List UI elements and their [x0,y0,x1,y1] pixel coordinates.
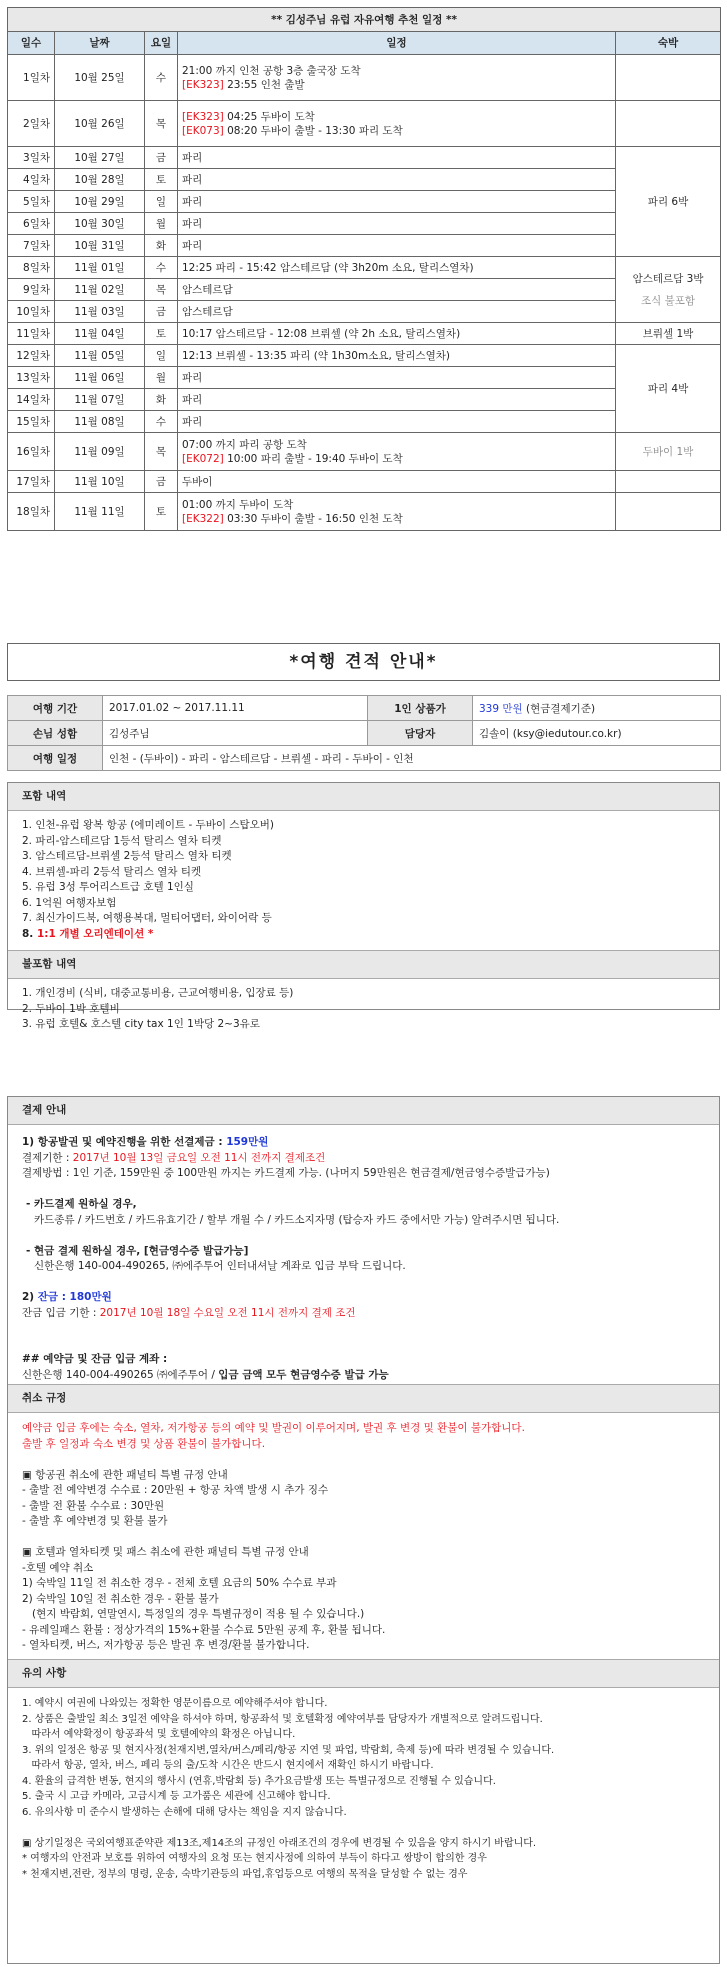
air-penalty-item: - 출발 후 예약변경 및 환불 불가 [22,1515,168,1527]
day-cell: 2일차 [8,101,55,147]
hotel-penalty-item: (현지 박람회, 연말연시, 특정일의 경우 특별규정이 적용 될 수 있습니다.) [22,1608,365,1620]
weekday-cell: 월 [145,367,178,389]
date-cell: 11월 11일 [55,493,145,531]
flight-code: [EK073] [182,124,224,137]
period-value: 2017.01.02 ~ 2017.11.11 [103,696,368,721]
excluded-list [8,979,719,1039]
flight-code: [EK323] [182,78,224,91]
itinerary-row [8,169,721,191]
included-item-orientation-text: 1:1 개별 오리엔테이션 * [36,927,154,940]
cancel-warning-1: 예약금 입금 후에는 숙소, 열차, 저가항공 등의 예약 및 발권이 이루어지며, 발권 후 변경 및 환불이 불가합니다. [22,1422,525,1434]
stay-cell [616,345,721,433]
weekday-cell: 일 [145,191,178,213]
included-item: 1. 인천-유럽 왕복 항공 (에미레이트 - 두바이 스탑오버) [22,819,275,831]
note-item: 6. 유의사항 미 준수시 발생하는 손해에 대해 당사는 책임을 지지 않습니다. [22,1806,347,1818]
itinerary-row [8,301,721,323]
quote-title: *여행 견적 안내* [7,643,720,681]
price-label: 1인 상품가 [368,696,473,721]
weekday-cell: 토 [145,493,178,531]
schedule-text: 12:13 브뤼셀 - 13:35 파리 (약 1h30m소요, 탈리스열차) [182,349,450,362]
schedule-line [182,327,611,341]
note-footer: * 여행자의 안전과 보호를 위하여 여행자의 요청 또는 현지사정에 의하여 부득이 하다고 쌍방이 합의한 경우 [22,1853,487,1864]
itinerary-row [8,433,721,471]
col-header-schedule: 일정 [178,32,616,55]
included-item: 7. 최신가이드북, 여행용복대, 멀티어댑터, 와이어락 등 [22,912,272,924]
schedule-line [182,349,611,363]
schedule-text: 파리 [182,415,203,428]
schedule-text: 파리 [182,195,203,208]
day-cell: 15일차 [8,411,55,433]
schedule-line [182,371,611,385]
schedule-text: 08:20 두바이 출발 - 13:30 파리 도착 [223,124,403,137]
itinerary-row [8,279,721,301]
schedule-line [182,261,611,275]
schedule-cell [178,191,616,213]
itinerary-row [8,101,721,147]
itinerary-row [8,411,721,433]
stay-cell [616,323,721,345]
date-cell: 11월 03일 [55,301,145,323]
day-cell: 14일차 [8,389,55,411]
date-cell: 10월 25일 [55,55,145,101]
schedule-cell [178,257,616,279]
note-item: 5. 출국 시 고급 카메라, 고급시계 등 고가품은 세관에 신고해야 합니다. [22,1791,331,1802]
schedule-cell [178,493,616,531]
schedule-line [182,283,611,297]
schedule-cell [178,55,616,101]
date-cell: 10월 30일 [55,213,145,235]
notes-title: 유의 사항 [8,1659,719,1688]
schedule-cell [178,433,616,471]
stay-cell [616,147,721,257]
notes-body [8,1688,719,1888]
included-item: 2. 파리-암스테르담 1등석 탈리스 열차 티켓 [22,834,222,847]
weekday-cell: 수 [145,411,178,433]
hotel-penalty-item: - 열차티켓, 버스, 저가항공 등은 발권 후 변경/환불 불가합니다. [22,1639,310,1651]
stay-cell [616,55,721,101]
itinerary-row [8,147,721,169]
excluded-item: 3. 유럽 호텔& 호스텔 city tax 1인 1박당 2~3유로 [22,1018,260,1030]
day-cell: 18일차 [8,493,55,531]
schedule-cell [178,101,616,147]
itinerary-table [7,7,721,531]
day-cell: 16일차 [8,433,55,471]
air-penalty-item: - 출발 전 환불 수수료 : 30만원 [22,1499,165,1512]
schedule-line [182,217,611,231]
payment-title: 결제 안내 [8,1097,719,1125]
note-item: 2. 상품은 출발일 최소 3일전 예약을 하셔야 하며, 항공좌석 및 호텔확정 예약여부를 담당자가 개별적으로 알려드립니다. [22,1713,543,1725]
excluded-title: 불포함 내역 [8,950,719,979]
weekday-cell: 목 [145,279,178,301]
weekday-cell: 금 [145,301,178,323]
cancel-title: 취소 규정 [8,1384,719,1413]
weekday-cell: 수 [145,55,178,101]
day-cell: 1일차 [8,55,55,101]
col-header-weekday: 요일 [145,32,178,55]
air-penalty-item: - 출발 전 예약변경 수수료 : 20만원 + 항공 차액 발생 시 추가 징수 [22,1484,329,1496]
schedule-text: 23:55 인천 출발 [223,78,305,91]
agent-value[interactable]: 김솔이 (ksy@iedutour.co.kr) [473,721,721,746]
included-item: 6. 1억원 여행자보험 [22,896,117,909]
route-value: 인천 - (두바이) - 파리 - 암스테르담 - 브뤼셀 - 파리 - 두바이 - 인천 [103,746,721,771]
schedule-text: 파리 [182,239,203,252]
date-cell: 11월 09일 [55,433,145,471]
schedule-text: 암스테르담 [182,283,233,296]
included-item: 4. 브뤼셀-파리 2등석 탈리스 열차 티켓 [22,865,202,878]
stay-cell [616,101,721,147]
schedule-cell [178,279,616,301]
schedule-cell [178,471,616,493]
day-cell: 10일차 [8,301,55,323]
schedule-text: 12:25 파리 - 15:42 암스테르담 (약 3h20m 소요, 탈리스열차) [182,261,474,274]
date-cell: 11월 04일 [55,323,145,345]
card-payment-body: 카드종류 / 카드번호 / 카드유효기간 / 할부 개월 수 / 카드소지자명 (탑승자 카드 중에서만 가능) 알려주시면 됩니다. [34,1213,560,1226]
itinerary-row [8,367,721,389]
schedule-text: 파리 [182,217,203,230]
note-item: 따라서 항공, 열차, 버스, 페리 등의 출/도착 시간은 반드시 현지에서 재확인 하시기 바랍니다. [22,1760,434,1771]
included-item-number: 8. [22,927,37,940]
date-cell: 11월 10일 [55,471,145,493]
stay-cell [616,257,721,323]
weekday-cell: 수 [145,257,178,279]
included-excluded-box [7,782,720,1030]
name-value: 김성주님 [103,721,368,746]
col-header-stay: 숙박 [616,32,721,55]
quote-info-table [7,695,721,771]
schedule-cell [178,169,616,191]
schedule-line [182,110,611,124]
day-cell: 8일차 [8,257,55,279]
period-label: 여행 기간 [8,696,103,721]
itinerary-row [8,471,721,493]
deposit-deadline-text: 2017년 10월 13일 금요일 오전 11시 전까지 결제조건 [72,1151,326,1164]
schedule-line [182,438,611,452]
excluded-item: 2. 두바이 1박 호텔비 [22,1002,120,1015]
schedule-cell [178,147,616,169]
itinerary-row [8,323,721,345]
balance-deadline-text: 2017년 10월 18일 수요일 오전 11시 전까지 결제 조건 [99,1306,356,1319]
stay-label: 파리 4박 [647,382,689,395]
deposit-label: 1) 항공발권 및 예약진행을 위한 선결제금 : [22,1136,227,1148]
hotel-penalty-title: ▣ 호텔과 열차티켓 및 패스 취소에 관한 패널티 특별 규정 안내 [22,1546,309,1558]
deposit-deadline [22,1151,705,1167]
day-cell: 11일차 [8,323,55,345]
name-label: 손님 성함 [8,721,103,746]
breakfast-note: 조식 불포함 [641,294,696,307]
weekday-cell: 일 [145,345,178,367]
deposit-deadline-label: 결제기한 : [22,1151,73,1164]
stay-cell [616,471,721,493]
weekday-cell: 토 [145,323,178,345]
schedule-line [182,173,611,187]
balance-amount: 잔금 : 180만원 [37,1291,112,1303]
schedule-line [182,498,611,512]
note-item: 3. 위의 일정은 항공 및 현지사정(천재지변,열차/버스/페리/항공 지연 및 파업, 박람회, 축제 등)에 따라 변경될 수 있습니다. [22,1744,555,1756]
excluded-item: 1. 개인경비 (식비, 대중교통비용, 근교여행비용, 입장료 등) [22,987,294,999]
date-cell: 10월 31일 [55,235,145,257]
weekday-cell: 토 [145,169,178,191]
note-item: 1. 예약시 여권에 나와있는 정확한 영문이름으로 예약해주셔야 합니다. [22,1698,328,1709]
balance-deadline-label: 잔금 입금 기한 : [22,1306,100,1319]
weekday-cell: 목 [145,101,178,147]
date-cell: 11월 06일 [55,367,145,389]
account-body: 신한은행 140-004-490265 ㈜에주투어 / [22,1368,219,1381]
col-header-date: 날짜 [55,32,145,55]
schedule-line [182,151,611,165]
day-cell: 9일차 [8,279,55,301]
schedule-cell [178,389,616,411]
note-footer: * 천재지변,전란, 정부의 명령, 운송, 숙박기관등의 파업,휴업등으로 여행의 목적을 달성할 수 없는 경우 [22,1868,468,1880]
schedule-line [182,452,611,466]
schedule-line [182,393,611,407]
stay-label: 파리 6박 [647,195,689,208]
payment-cancel-notes-box [7,1096,720,1964]
weekday-cell: 금 [145,471,178,493]
weekday-cell: 목 [145,433,178,471]
schedule-cell [178,235,616,257]
note-footer: ▣ 상기일정은 국외여행표준약관 제13조,제14조의 규정인 아래조건의 경우에 변경될 수 있음을 양지 하시기 바랍니다. [22,1837,537,1849]
day-cell: 17일차 [8,471,55,493]
day-cell: 7일차 [8,235,55,257]
itinerary-section [7,7,720,531]
hotel-penalty-item: - 유레일패스 환불 : 정상가격의 15%+환불 수수료 5만원 공제 후, 환불 됩니다. [22,1623,386,1636]
itinerary-row [8,345,721,367]
balance-label: 2) [22,1291,38,1303]
schedule-text: 10:17 암스테르담 - 12:08 브뤼셀 (약 2h 소요, 탈리스열차) [182,327,461,340]
schedule-line [182,415,611,429]
flight-code: [EK072] [182,452,224,465]
included-list [8,811,719,950]
hotel-penalty-item: 2) 숙박일 10일 전 취소한 경우 - 환불 불가 [22,1592,219,1605]
schedule-cell [178,411,616,433]
schedule-cell [178,301,616,323]
schedule-line [182,305,611,319]
flight-code: [EK322] [182,512,224,525]
schedule-text: 21:00 까지 인천 공항 3층 출국장 도착 [182,64,361,77]
date-cell: 10월 27일 [55,147,145,169]
schedule-cell [178,345,616,367]
account-line [22,1368,705,1384]
price-note: (현금결제기준) [522,702,596,715]
day-cell: 3일차 [8,147,55,169]
itinerary-row [8,257,721,279]
cancel-warning-2: 출발 후 일정과 숙소 변경 및 상품 환불이 불가합니다. [22,1437,266,1450]
balance-line [22,1290,705,1306]
included-item-orientation [22,927,705,943]
itinerary-row [8,235,721,257]
day-cell: 12일차 [8,345,55,367]
itinerary-title: ** 김성주님 유럽 자유여행 추천 일정 ** [8,8,721,32]
cash-payment-body: 신한은행 140-004-490265, ㈜에주투어 인터내셔날 계좌로 입금 부탁 드립니다. [34,1260,406,1272]
schedule-text: 파리 [182,371,203,384]
schedule-text: 03:30 두바이 출발 - 16:50 인천 도착 [223,512,403,525]
note-item: 4. 환율의 급격한 변동, 현지의 행사시 (연휴,박람회 등) 추가요금발생 또는 특별규정으로 진행될 수 있습니다. [22,1775,496,1787]
deposit-line [22,1135,705,1151]
balance-deadline [22,1306,705,1322]
deposit-amount: 159만원 [226,1136,269,1148]
weekday-cell: 화 [145,389,178,411]
stay-cell [616,433,721,471]
route-label: 여행 일정 [8,746,103,771]
included-item: 5. 유럽 3성 투어리스트급 호텔 1인실 [22,881,194,893]
schedule-line [182,239,611,253]
stay-label: 브뤼셀 1박 [642,327,694,340]
weekday-cell: 금 [145,147,178,169]
date-cell: 11월 05일 [55,345,145,367]
itinerary-row [8,213,721,235]
schedule-line [182,78,611,92]
card-payment-title: - 카드결제 원하실 경우, [26,1198,137,1210]
hotel-penalty-item: 1) 숙박일 11일 전 취소한 경우 - 전체 호텔 요금의 50% 수수료 부과 [22,1577,337,1589]
schedule-cell [178,367,616,389]
date-cell: 11월 07일 [55,389,145,411]
day-cell: 13일차 [8,367,55,389]
schedule-text: 파리 [182,151,203,164]
itinerary-row [8,55,721,101]
weekday-cell: 월 [145,213,178,235]
included-title: 포함 내역 [8,783,719,811]
schedule-text: 04:25 두바이 도착 [223,110,315,123]
date-cell: 10월 26일 [55,101,145,147]
cash-payment-title: - 현금 결제 원하실 경우, [현금영수증 발급가능] [26,1244,249,1257]
cancel-body [8,1413,719,1659]
schedule-text: 10:00 파리 출발 - 19:40 두바이 도착 [223,452,403,465]
flight-code: [EK323] [182,110,224,123]
itinerary-row [8,389,721,411]
date-cell: 10월 28일 [55,169,145,191]
stay-cell [616,493,721,531]
day-cell: 5일차 [8,191,55,213]
schedule-text: 파리 [182,393,203,406]
schedule-text: 파리 [182,173,203,186]
price-value: 339 만원 [479,702,523,715]
schedule-line [182,475,611,489]
date-cell: 11월 01일 [55,257,145,279]
schedule-line [182,124,611,138]
schedule-text: 07:00 까지 파리 공항 도착 [182,438,307,451]
day-cell: 6일차 [8,213,55,235]
account-title: ## 예약금 및 잔금 입금 계좌 : [22,1353,168,1365]
hotel-penalty-item: -호텔 예약 취소 [22,1561,94,1574]
date-cell: 11월 02일 [55,279,145,301]
included-item: 3. 암스테르담-브뤼셀 2등석 탈리스 열차 티켓 [22,850,232,862]
schedule-text: 두바이 [182,475,213,488]
price-cell [473,696,721,721]
date-cell: 10월 29일 [55,191,145,213]
day-cell: 4일차 [8,169,55,191]
schedule-line [182,512,611,526]
schedule-text: 암스테르담 [182,305,233,318]
stay-label: 두바이 1박 [642,445,694,458]
schedule-text: 01:00 까지 두바이 도착 [182,498,294,511]
schedule-line [182,195,611,209]
col-header-day: 일수 [8,32,55,55]
weekday-cell: 화 [145,235,178,257]
schedule-cell [178,213,616,235]
itinerary-row [8,191,721,213]
air-penalty-title: ▣ 항공권 취소에 관한 패널티 특별 규정 안내 [22,1468,228,1481]
stay-label: 암스테르담 3박 [632,272,704,285]
payment-body [8,1125,719,1384]
agent-label: 담당자 [368,721,473,746]
schedule-line [182,64,611,78]
account-receipt-note: 입금 금액 모두 현금영수증 발급 가능 [218,1368,389,1381]
itinerary-row [8,493,721,531]
note-item: 따라서 예약확정이 항공좌석 및 호텔예약의 확정은 아닙니다. [22,1729,296,1740]
date-cell: 11월 08일 [55,411,145,433]
deposit-method: 결제방법 : 1인 기준, 159만원 중 100만원 까지는 카드결제 가능. (나머지 59만원은 현금결제/현금영수증발급가능) [22,1167,550,1179]
schedule-cell [178,323,616,345]
